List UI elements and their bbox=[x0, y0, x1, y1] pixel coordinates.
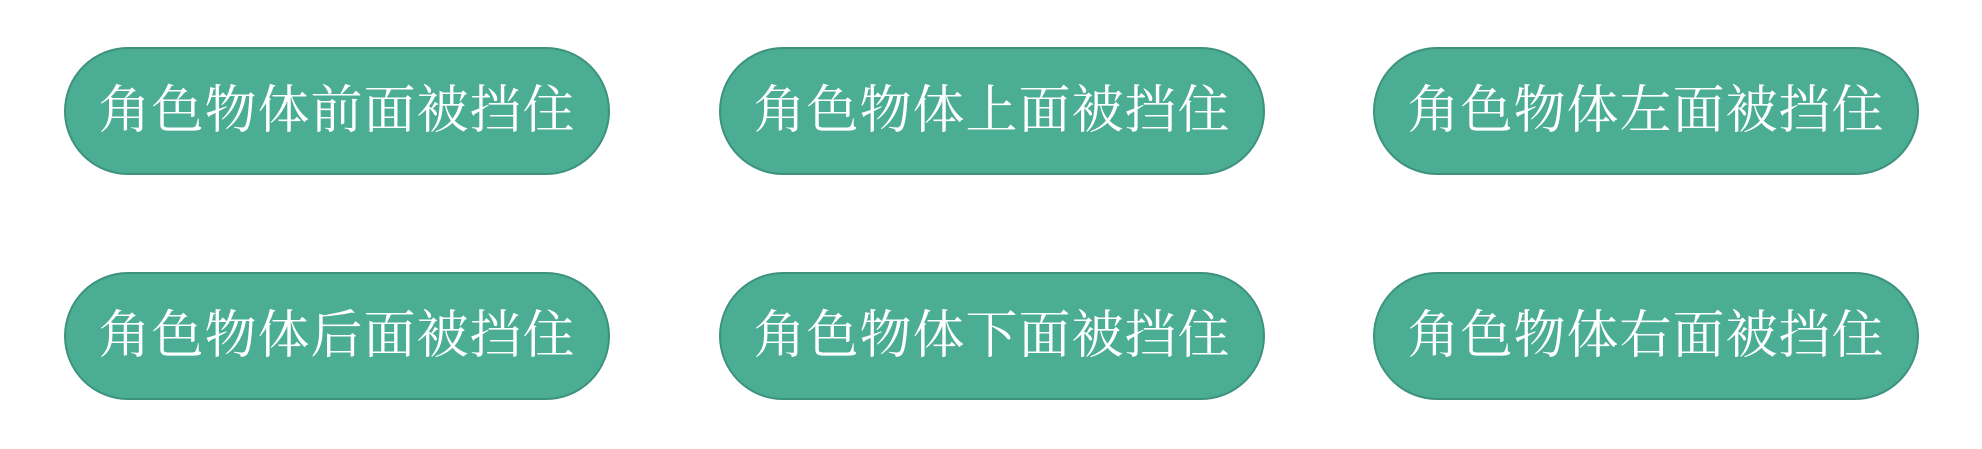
back-blocked-button[interactable] bbox=[64, 272, 610, 400]
top-blocked-button[interactable] bbox=[719, 47, 1265, 175]
back-blocked-label: 角色物体后面被挡住 bbox=[98, 306, 576, 366]
bottom-blocked-button[interactable] bbox=[719, 272, 1265, 400]
right-blocked-button[interactable] bbox=[1373, 272, 1919, 400]
front-blocked-label: 角色物体前面被挡住 bbox=[98, 81, 576, 141]
left-blocked-label: 角色物体左面被挡住 bbox=[1407, 81, 1885, 141]
bottom-blocked-label: 角色物体下面被挡住 bbox=[753, 306, 1231, 366]
top-blocked-label: 角色物体上面被挡住 bbox=[753, 81, 1231, 141]
left-blocked-button[interactable] bbox=[1373, 47, 1919, 175]
right-blocked-label: 角色物体右面被挡住 bbox=[1407, 306, 1885, 366]
front-blocked-button[interactable] bbox=[64, 47, 610, 175]
